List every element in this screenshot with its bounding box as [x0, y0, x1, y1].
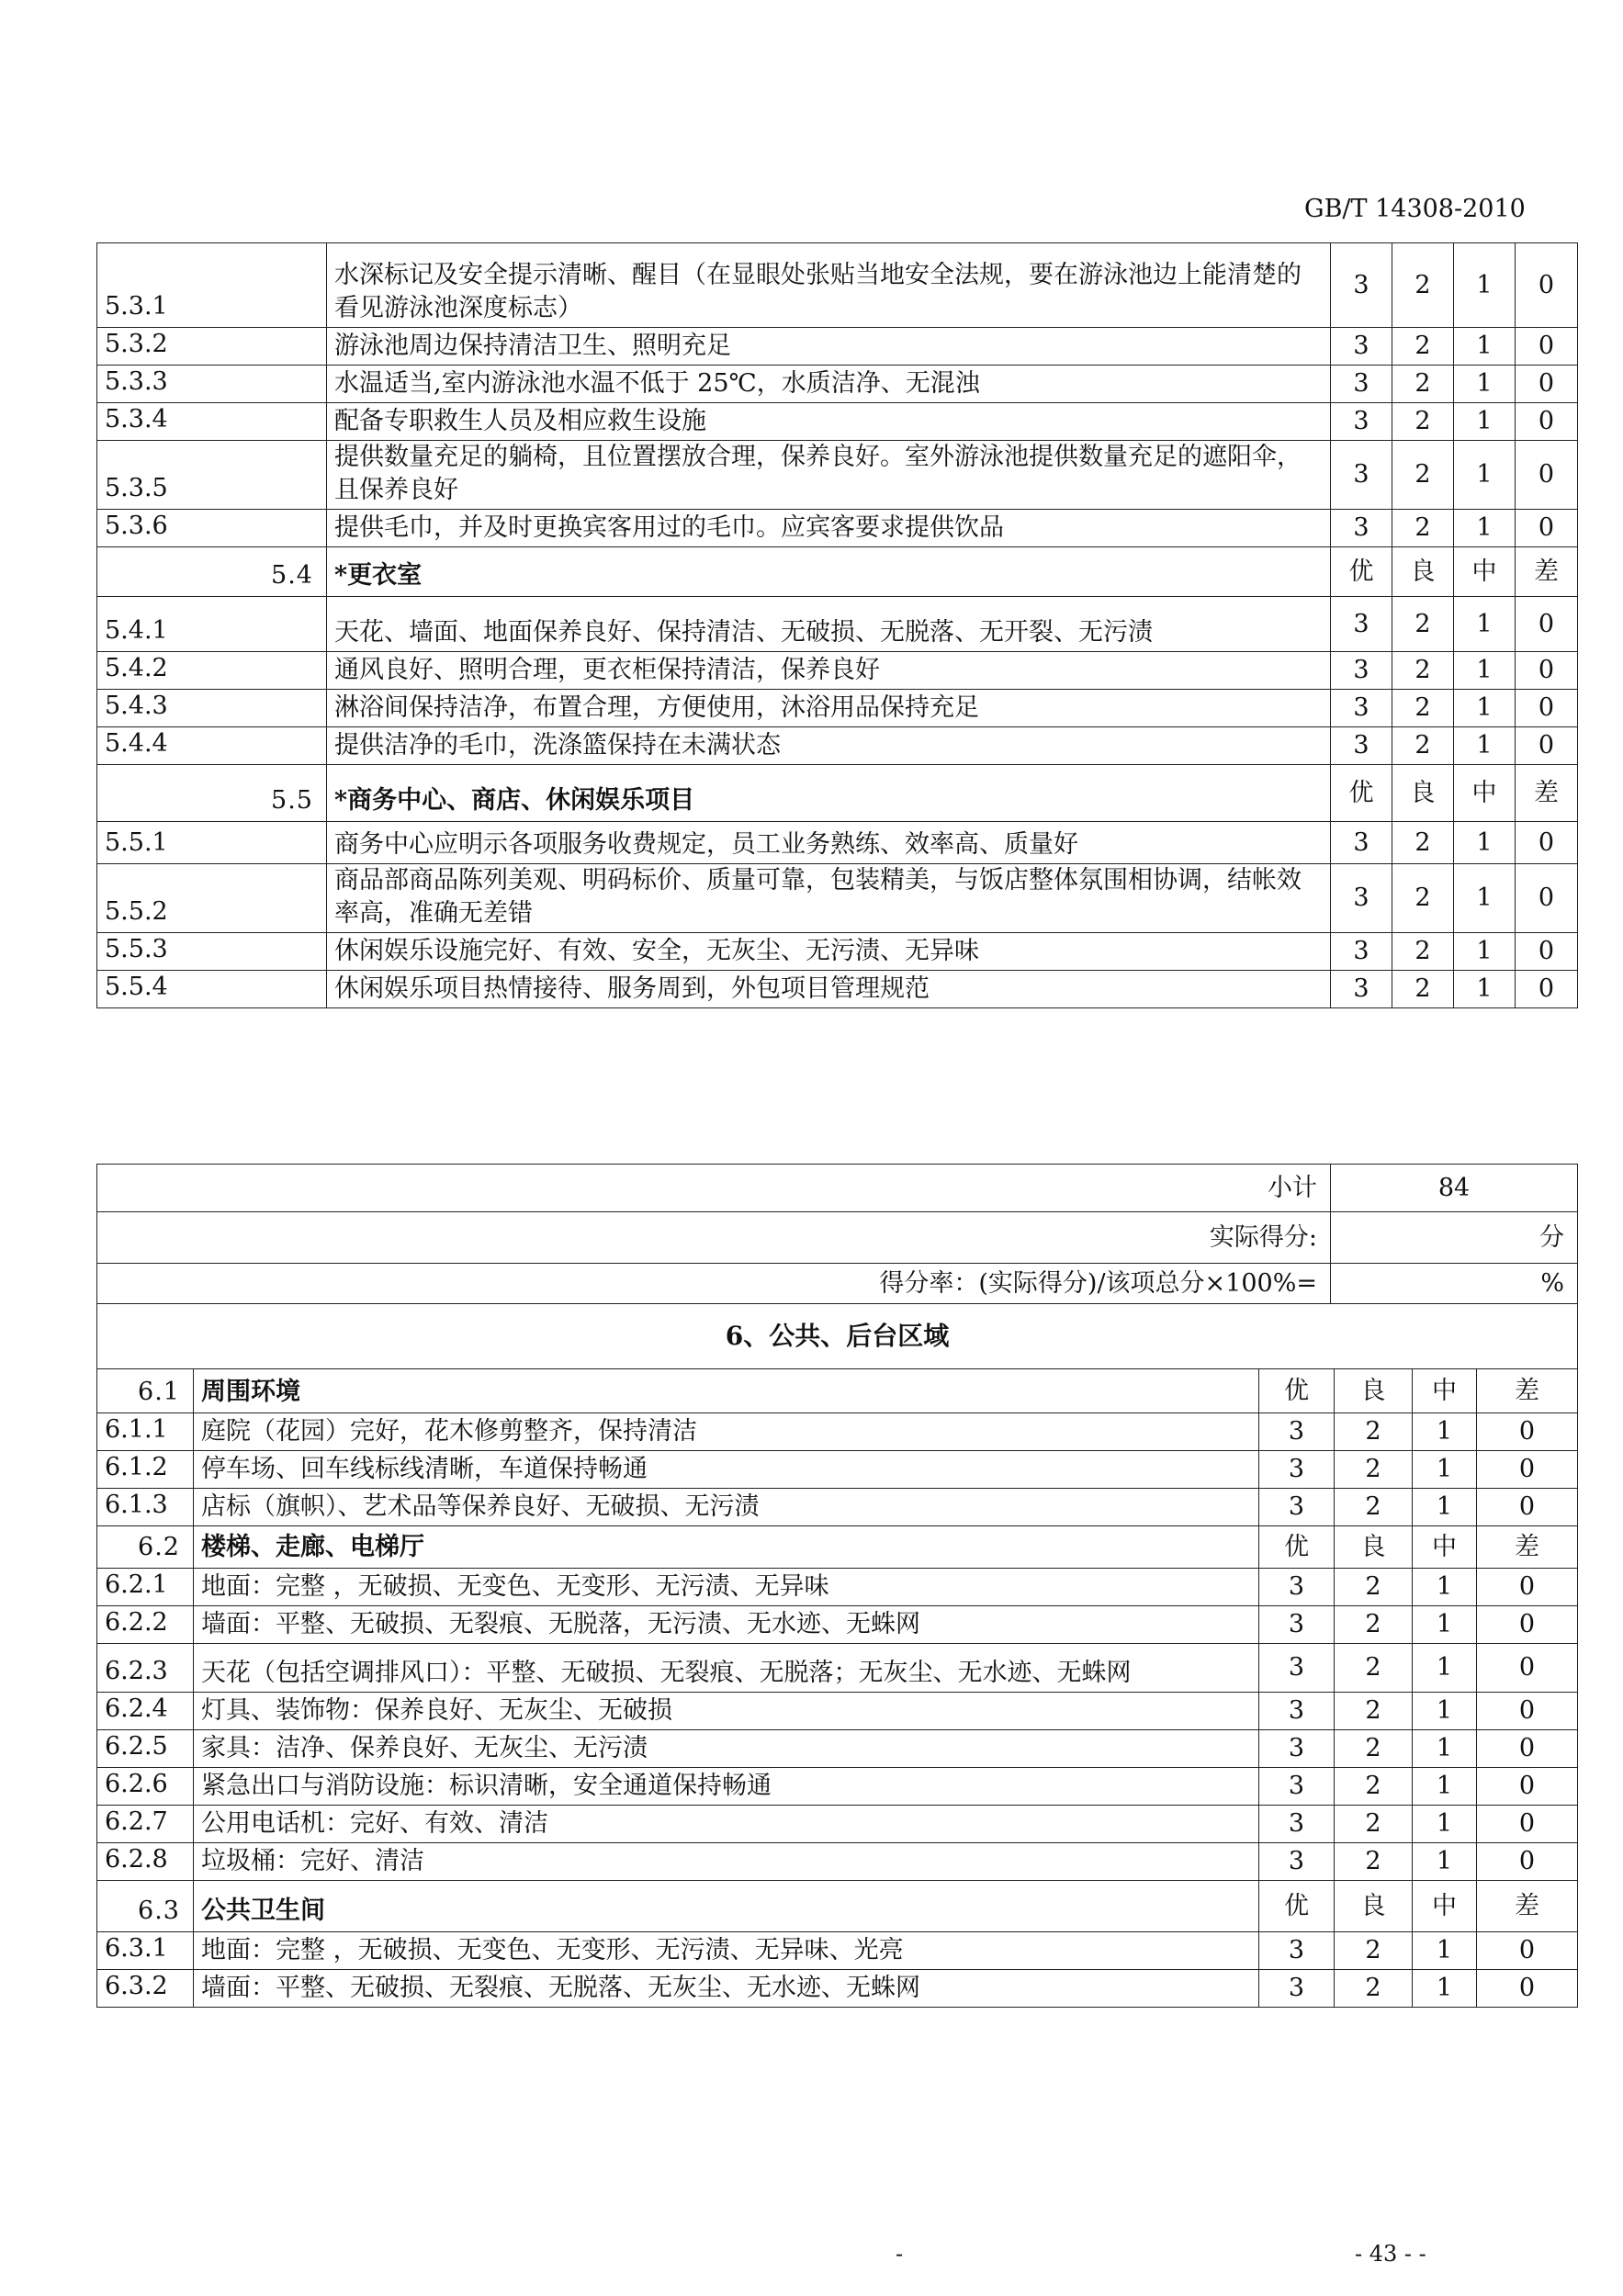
standard-code: GB/T 14308-2010: [1304, 195, 1526, 223]
actual-score-unit: 分: [1331, 1212, 1578, 1264]
table-row: [97, 1413, 1578, 1451]
item-text: 提供洁净的毛巾，洗涤篮保持在未满状态: [327, 727, 1331, 765]
grade-header: 中: [1413, 1881, 1477, 1932]
item-code: 6.2.5: [97, 1730, 194, 1768]
item-code: 5.3.2: [97, 328, 327, 366]
score-cell: 0: [1477, 1768, 1578, 1806]
item-text: 垃圾桶：完好、清洁: [194, 1843, 1259, 1881]
section-5-table: [96, 242, 1578, 1008]
score-cell: 1: [1413, 1693, 1477, 1730]
item-text: 休闲娱乐项目热情接待、服务周到，外包项目管理规范: [327, 971, 1331, 1008]
score-cell: 3: [1331, 822, 1392, 864]
score-cell: 2: [1392, 971, 1454, 1008]
score-cell: 0: [1477, 1806, 1578, 1843]
item-text: 提供数量充足的躺椅，且位置摆放合理，保养良好。室外游泳池提供数量充足的遮阳伞，且保养良好: [327, 441, 1331, 510]
score-cell: 2: [1392, 441, 1454, 510]
score-cell: 2: [1335, 1970, 1413, 2008]
table-row: [97, 366, 1578, 403]
section-header-row: [97, 1369, 1578, 1413]
score-cell: 3: [1259, 1413, 1335, 1451]
score-cell: 1: [1413, 1413, 1477, 1451]
item-text: 停车场、回车线标线清晰，车道保持畅通: [194, 1451, 1259, 1489]
score-cell: 1: [1413, 1843, 1477, 1881]
score-cell: 0: [1477, 1644, 1578, 1693]
item-text: 水温适当,室内游泳池水温不低于 25℃，水质洁净、无混浊: [327, 366, 1331, 403]
table-row: [97, 933, 1578, 971]
score-cell: 3: [1259, 1644, 1335, 1693]
score-cell: 1: [1413, 1489, 1477, 1526]
item-text: 灯具、装饰物：保养良好、无灰尘、无破损: [194, 1693, 1259, 1730]
score-cell: 3: [1259, 1569, 1335, 1606]
score-cell: 2: [1392, 366, 1454, 403]
section-title: *更衣室: [327, 547, 1331, 597]
grade-header: 良: [1392, 765, 1454, 822]
item-text: 休闲娱乐设施完好、有效、安全，无灰尘、无污渍、无异味: [327, 933, 1331, 971]
summary-table: [96, 1164, 1578, 1369]
item-text: 公用电话机：完好、有效、清洁: [194, 1806, 1259, 1843]
grade-header: 差: [1477, 1526, 1578, 1569]
grade-header: 差: [1516, 765, 1578, 822]
item-code: 6.2.6: [97, 1768, 194, 1806]
item-code: 5.3.1: [97, 243, 327, 328]
table-row: [97, 1970, 1578, 2008]
score-cell: 1: [1413, 1970, 1477, 2008]
table-row: [97, 1843, 1578, 1881]
item-text: 庭院（花园）完好，花木修剪整齐，保持清洁: [194, 1413, 1259, 1451]
score-cell: 3: [1331, 441, 1392, 510]
item-code: 6.1.2: [97, 1451, 194, 1489]
grade-header: 中: [1413, 1526, 1477, 1569]
section-number: 6.3: [97, 1881, 194, 1932]
score-cell: 1: [1454, 690, 1516, 727]
item-text: 墙面：平整、无破损、无裂痕、无脱落，无污渍、无水迹、无蛛网: [194, 1606, 1259, 1644]
table-row: [97, 1693, 1578, 1730]
section-title: 楼梯、走廊、电梯厅: [194, 1526, 1259, 1569]
item-text: 天花、墙面、地面保养良好、保持清洁、无破损、无脱落、无开裂、无污渍: [327, 597, 1331, 652]
table-row: [97, 1644, 1578, 1693]
score-cell: 2: [1392, 933, 1454, 971]
table-row: [97, 1606, 1578, 1644]
item-text: 水深标记及安全提示清晰、醒目（在显眼处张贴当地安全法规，要在游泳池边上能清楚的看见游泳池深度标志）: [327, 243, 1331, 328]
item-text: 商务中心应明示各项服务收费规定，员工业务熟练、效率高、质量好: [327, 822, 1331, 864]
item-text: 提供毛巾，并及时更换宾客用过的毛巾。应宾客要求提供饮品: [327, 510, 1331, 547]
grade-header: 差: [1477, 1881, 1578, 1932]
score-cell: 0: [1516, 441, 1578, 510]
score-cell: 0: [1516, 822, 1578, 864]
table-row: [97, 1768, 1578, 1806]
item-text: 配备专职救生人员及相应救生设施: [327, 403, 1331, 441]
item-text: 地面：完整 ，无破损、无变色、无变形、无污渍、无异味: [194, 1569, 1259, 1606]
table-row: [97, 727, 1578, 765]
score-cell: 3: [1331, 510, 1392, 547]
score-cell: 0: [1516, 403, 1578, 441]
score-cell: 1: [1454, 597, 1516, 652]
page-number: - 43 - -: [1355, 2241, 1426, 2267]
score-cell: 3: [1259, 1730, 1335, 1768]
table-row: [97, 1806, 1578, 1843]
table-row: [97, 1932, 1578, 1970]
score-cell: 0: [1516, 366, 1578, 403]
score-cell: 3: [1259, 1843, 1335, 1881]
grade-header: 优: [1259, 1526, 1335, 1569]
table-row: [97, 690, 1578, 727]
score-rate-unit: %: [1331, 1264, 1578, 1304]
score-cell: 2: [1392, 864, 1454, 933]
score-cell: 1: [1454, 328, 1516, 366]
score-cell: 2: [1392, 652, 1454, 690]
grade-header: 差: [1477, 1369, 1578, 1413]
table-row: [97, 1730, 1578, 1768]
score-cell: 0: [1477, 1606, 1578, 1644]
score-cell: 1: [1454, 727, 1516, 765]
score-cell: 2: [1335, 1644, 1413, 1693]
score-cell: 3: [1331, 933, 1392, 971]
score-cell: 2: [1392, 328, 1454, 366]
section-title: *商务中心、商店、休闲娱乐项目: [327, 765, 1331, 822]
score-cell: 1: [1413, 1730, 1477, 1768]
score-cell: 0: [1477, 1693, 1578, 1730]
grade-header: 良: [1392, 547, 1454, 597]
item-code: 6.1.3: [97, 1489, 194, 1526]
score-cell: 0: [1516, 864, 1578, 933]
grade-header: 优: [1259, 1369, 1335, 1413]
item-code: 5.3.3: [97, 366, 327, 403]
score-cell: 3: [1259, 1606, 1335, 1644]
item-text: 紧急出口与消防设施：标识清晰，安全通道保持畅通: [194, 1768, 1259, 1806]
item-text: 商品部商品陈列美观、明码标价、质量可靠，包装精美，与饭店整体氛围相协调，结帐效率高，准确无差错: [327, 864, 1331, 933]
score-cell: 1: [1454, 933, 1516, 971]
score-cell: 3: [1331, 690, 1392, 727]
score-cell: 3: [1259, 1451, 1335, 1489]
score-cell: 2: [1392, 727, 1454, 765]
item-text: 通风良好、照明合理，更衣柜保持清洁，保养良好: [327, 652, 1331, 690]
score-cell: 0: [1477, 1932, 1578, 1970]
table-row: [97, 510, 1578, 547]
score-cell: 2: [1335, 1693, 1413, 1730]
score-cell: 2: [1392, 510, 1454, 547]
item-code: 6.2.1: [97, 1569, 194, 1606]
item-code: 6.2.3: [97, 1644, 194, 1693]
score-cell: 2: [1392, 690, 1454, 727]
item-text: 店标（旗帜）、艺术品等保养良好、无破损、无污渍: [194, 1489, 1259, 1526]
item-code: 5.3.4: [97, 403, 327, 441]
item-code: 5.3.6: [97, 510, 327, 547]
grade-header: 优: [1259, 1881, 1335, 1932]
score-cell: 2: [1335, 1843, 1413, 1881]
score-cell: 0: [1477, 1489, 1578, 1526]
item-code: 6.2.2: [97, 1606, 194, 1644]
score-cell: 0: [1477, 1451, 1578, 1489]
section-title: 公共卫生间: [194, 1881, 1259, 1932]
score-cell: 0: [1516, 727, 1578, 765]
grade-header: 中: [1454, 547, 1516, 597]
score-cell: 0: [1516, 971, 1578, 1008]
score-cell: 1: [1454, 441, 1516, 510]
section-number: 5.4: [97, 547, 327, 597]
score-cell: 0: [1477, 1413, 1578, 1451]
actual-score-label: 实际得分:: [97, 1212, 1331, 1264]
score-cell: 0: [1516, 597, 1578, 652]
score-rate-label: 得分率：(实际得分)/该项总分×100%=: [97, 1264, 1331, 1304]
grade-header: 良: [1335, 1369, 1413, 1413]
grade-header: 优: [1331, 765, 1392, 822]
item-code: 5.3.5: [97, 441, 327, 510]
score-cell: 2: [1335, 1413, 1413, 1451]
score-cell: 1: [1454, 403, 1516, 441]
item-code: 6.2.7: [97, 1806, 194, 1843]
score-cell: 0: [1516, 933, 1578, 971]
subtotal-label: 小计: [97, 1165, 1331, 1212]
score-cell: 0: [1516, 652, 1578, 690]
item-code: 6.2.8: [97, 1843, 194, 1881]
section-header-row: [97, 547, 1578, 597]
score-cell: 0: [1516, 328, 1578, 366]
item-text: 家具：洁净、保养良好、无灰尘、无污渍: [194, 1730, 1259, 1768]
section-header-row: [97, 1881, 1578, 1932]
score-cell: 2: [1392, 243, 1454, 328]
table-row: [97, 822, 1578, 864]
score-cell: 2: [1335, 1932, 1413, 1970]
score-cell: 1: [1413, 1768, 1477, 1806]
score-cell: 2: [1335, 1606, 1413, 1644]
score-cell: 0: [1516, 510, 1578, 547]
score-cell: 1: [1413, 1644, 1477, 1693]
subtotal-value: 84: [1331, 1165, 1578, 1212]
score-cell: 3: [1259, 1970, 1335, 2008]
score-cell: 0: [1477, 1569, 1578, 1606]
section-header-row: [97, 765, 1578, 822]
item-text: 墙面：平整、无破损、无裂痕、无脱落、无灰尘、无水迹、无蛛网: [194, 1970, 1259, 2008]
score-cell: 2: [1392, 822, 1454, 864]
grade-header: 优: [1331, 547, 1392, 597]
score-cell: 3: [1331, 597, 1392, 652]
score-cell: 2: [1392, 403, 1454, 441]
score-cell: 3: [1259, 1806, 1335, 1843]
section-title: 周围环境: [194, 1369, 1259, 1413]
section-6-table: [96, 1368, 1578, 2008]
item-code: 5.5.1: [97, 822, 327, 864]
score-cell: 1: [1454, 971, 1516, 1008]
table-row: [97, 1451, 1578, 1489]
item-text: 天花（包括空调排风口）：平整、无破损、无裂痕、无脱落；无灰尘、无水迹、无蛛网: [194, 1644, 1259, 1693]
item-text: 地面：完整 ，无破损、无变色、无变形、无污渍、无异味、光亮: [194, 1932, 1259, 1970]
score-cell: 3: [1331, 971, 1392, 1008]
score-cell: 0: [1477, 1843, 1578, 1881]
score-cell: 1: [1454, 822, 1516, 864]
section-number: 5.5: [97, 765, 327, 822]
item-code: 5.5.4: [97, 971, 327, 1008]
score-cell: 2: [1392, 597, 1454, 652]
table-row: [97, 652, 1578, 690]
table-row: [97, 441, 1578, 510]
item-code: 5.4.4: [97, 727, 327, 765]
grade-header: 良: [1335, 1526, 1413, 1569]
score-cell: 3: [1331, 652, 1392, 690]
item-code: 5.4.3: [97, 690, 327, 727]
score-cell: 0: [1477, 1730, 1578, 1768]
score-cell: 2: [1335, 1768, 1413, 1806]
score-cell: 0: [1516, 690, 1578, 727]
item-code: 6.1.1: [97, 1413, 194, 1451]
item-text: 淋浴间保持洁净，布置合理，方便使用，沐浴用品保持充足: [327, 690, 1331, 727]
table-row: [97, 971, 1578, 1008]
item-code: 5.4.2: [97, 652, 327, 690]
table-row: [97, 1489, 1578, 1526]
table-row: [97, 328, 1578, 366]
score-cell: 3: [1259, 1489, 1335, 1526]
score-cell: 3: [1259, 1693, 1335, 1730]
section-6-heading: 6、公共、后台区域: [97, 1304, 1578, 1369]
score-cell: 3: [1331, 366, 1392, 403]
score-cell: 1: [1454, 652, 1516, 690]
item-code: 5.5.2: [97, 864, 327, 933]
table-row: [97, 864, 1578, 933]
table-row: [97, 1569, 1578, 1606]
item-code: 6.3.2: [97, 1970, 194, 2008]
score-cell: 1: [1454, 366, 1516, 403]
table-row: [97, 403, 1578, 441]
grade-header: 良: [1335, 1881, 1413, 1932]
score-cell: 1: [1454, 864, 1516, 933]
table-row: [97, 597, 1578, 652]
score-cell: 3: [1331, 403, 1392, 441]
score-cell: 0: [1516, 243, 1578, 328]
score-cell: 2: [1335, 1489, 1413, 1526]
item-text: 游泳池周边保持清洁卫生、照明充足: [327, 328, 1331, 366]
footer-mark: -: [896, 2241, 904, 2267]
grade-header: 差: [1516, 547, 1578, 597]
score-cell: 0: [1477, 1970, 1578, 2008]
score-cell: 3: [1259, 1932, 1335, 1970]
score-cell: 3: [1331, 328, 1392, 366]
score-cell: 1: [1454, 243, 1516, 328]
score-cell: 1: [1413, 1932, 1477, 1970]
section-number: 6.1: [97, 1369, 194, 1413]
item-code: 6.2.4: [97, 1693, 194, 1730]
section-number: 6.2: [97, 1526, 194, 1569]
item-code: 5.4.1: [97, 597, 327, 652]
item-code: 5.5.3: [97, 933, 327, 971]
score-cell: 2: [1335, 1806, 1413, 1843]
item-code: 6.3.1: [97, 1932, 194, 1970]
score-cell: 2: [1335, 1730, 1413, 1768]
grade-header: 中: [1413, 1369, 1477, 1413]
score-cell: 1: [1454, 510, 1516, 547]
score-cell: 3: [1259, 1768, 1335, 1806]
score-cell: 1: [1413, 1569, 1477, 1606]
grade-header: 中: [1454, 765, 1516, 822]
score-cell: 3: [1331, 243, 1392, 328]
score-cell: 1: [1413, 1806, 1477, 1843]
section-header-row: [97, 1526, 1578, 1569]
score-cell: 1: [1413, 1451, 1477, 1489]
score-cell: 2: [1335, 1569, 1413, 1606]
table-row: [97, 243, 1578, 328]
score-cell: 3: [1331, 727, 1392, 765]
score-cell: 3: [1331, 864, 1392, 933]
score-cell: 2: [1335, 1451, 1413, 1489]
score-cell: 1: [1413, 1606, 1477, 1644]
